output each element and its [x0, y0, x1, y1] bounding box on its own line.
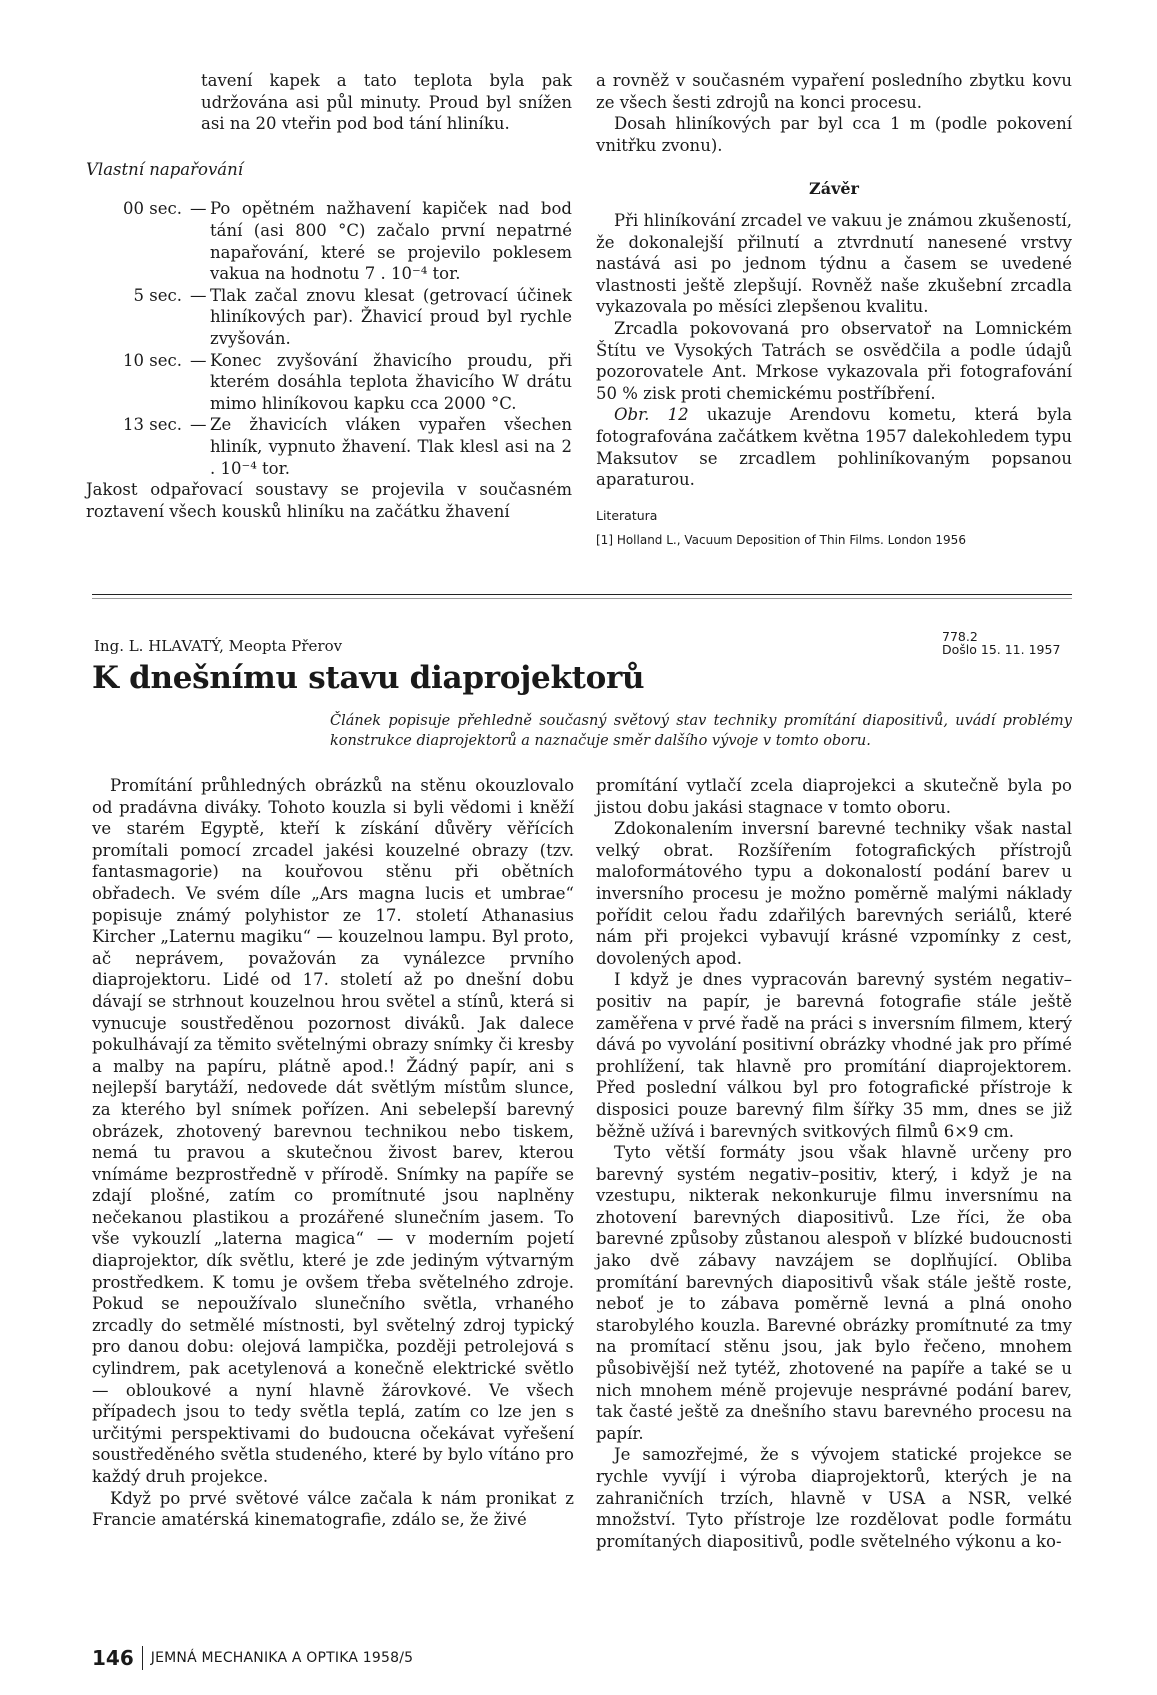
- body-paragraph: Tyto větší formáty jsou však hlavně určeny pro barevný systém negativ–positiv, který, i když je na vzestupu, nikterak nekonkuruje filmu inversnímu na zhotovení barevných diapositivů. Lze říci, že oba barevné způsoby zůstanou alespoň v blízké budoucnosti jako dvě zábavy navzájem se doplňující. Obliba promítání barevných diapositivů však stále ještě roste, neboť je to zábava poměrně levná a plná onoho starobylého kouzla. Barevné obrázky promítnuté za tmy na promítací stěnu jsou, jak bylo řečeno, mnohem působivější než tytéž, zhotovené na papíře a také se u nich mnohem méně projevuje nesprávné podání barev, tak časté ještě za dnešního stavu barevného procesu na papír.: [596, 1143, 1072, 1443]
- continuation-paragraph: tavení kapek a tato teplota byla pak udržována asi půl minuty. Proud byl snížen asi na 20 vteřin pod bod tání hliníku.: [201, 71, 572, 134]
- log-entry: [86, 350, 572, 415]
- log-dash: —: [190, 415, 207, 435]
- conclusion-heading: Závěr: [809, 179, 859, 199]
- body-paragraph: Promítání průhledných obrázků na stěnu okouzlovalo od pradávna diváky. Tohoto kouzla si byli vědomi i kněží ve starém Egyptě, kteří k získání důvěry věřících promítali pomocí zrcadel jakési kouzelné obrazy (tzv. fantasmagorie) na kouřovou stěnu při obětních obřadech. Ve svém díle „Ars magna lucis et umbrae“ popisuje známý polyhistor ze 17. století Athanasius Kircher „Laternu magiku“ — kouzelnou lampu. Byl proto, ač neprávem, považován za vynálezce prvního diaprojektoru. Lidé od 17. století až po dnešní dobu dávají se strhnout kouzelnou hrou světel a stínů, která si vynucuje soustředěnou pozornost diváků. Jak dalece pokulhávají za těmito světelnými obrazy snímky či kresby a malby na papíru, plátně apod.! Žádný papír, ani s nejlepší barytáží, nedovede dát světlým místům slunce, za kterého byl snímek pořízen. Ani sebelepší barevný obrázek, zhotovený barevnou technikou nebo tiskem, nemá tu pravou a skutečnou živost barev, kterou vnímáme bezprostředně v přírodě. Snímky na papíře se zdají plošné, zatím co promítnuté jsou naplněny nečekanou plastikou a prozářené slunečním jasem. To vše vykouzlí „laterna magica“ — v moderním pojetí diaprojektor, dík světlu, které je zde jediným výtvarným prostředkem. K tomu je ovšem třeba světelného zdroje. Pokud se nepoužívalo slunečního světla, vrhaného zrcadly do setmělé místnosti, byl světelný zdroj typický pro danou dobu: olejová lampička, později petrolejová s cylindrem, pak acetylenová a konečně elektrické světlo — obloukové a nyní hlavně žárovkové. Ve všech případech jsou to tedy světla teplá, zatím co lze jen s určitými perspektivami do budoucna očekávat vyřešení soustředěného světla studeného, které by bylo vítáno pro každý druh projekce.: [92, 776, 574, 1486]
- top-right-column: [596, 70, 1072, 548]
- log-text: Ze žhavicích vláken vypařen všechen hliník, vypnuto žhavení. Tlak klesl asi na 2 . 10⁻⁴ tor.: [210, 415, 572, 478]
- paragraph: Při hliníkování zrcadel ve vakuu je známou zkušeností, že dokonalejší přilnutí a ztvrdnutí nanesené vrstvy nastává asi po jednom týdnu a časem se uvedené vlastnosti ještě zlepšují. Rovněž naše zkušební zrcadla vykazovala po měsíci zlepšenou kvalitu.: [596, 210, 1072, 317]
- log-dash: —: [190, 285, 207, 305]
- literature-item: [1] Holland L., Vacuum Deposition of Thin Films. London 1956: [596, 533, 966, 548]
- paragraph: Zrcadla pokovovaná pro observatoř na Lomnickém Štítu ve Vysokých Tatrách se osvědčila a podle údajů pozorovatele Ant. Mrkose vykazovala při fotografování 50 % zisk proti chemickému postříbření.: [596, 318, 1072, 403]
- body-paragraph: Když po prvé světové válce začala k nám pronikat z Francie amatérská kinematografie, zdálo se, že živé: [92, 1488, 574, 1530]
- paragraph-text: ukazuje Arendovu kometu, která byla fotografována začátkem května 1957 dalekohledem typu Maksutov se zrcadlem pohliníkovaným popsanou aparaturou.: [596, 405, 1072, 490]
- log-time: 10 sec.: [123, 350, 182, 370]
- log-text: Tlak začal znovu klesat (getrovací účinek hliníkových par). Žhavicí proud byl rychle zvyšován.: [210, 285, 572, 348]
- log-time: 00 sec.: [123, 199, 182, 219]
- article-author: Ing. L. HLAVATÝ, Meopta Přerov: [94, 637, 343, 655]
- paragraph: a rovněž v současném vypaření posledního zbytku kovu ze všech šesti zdrojů na konci procesu.: [596, 71, 1072, 112]
- body-left-column: [92, 775, 574, 1531]
- page-footer: [92, 1646, 413, 1670]
- article-classification: [942, 630, 1060, 656]
- log-dash: —: [190, 350, 207, 370]
- body-right-column: [596, 775, 1072, 1552]
- log-text: Konec zvyšování žhavicího proudu, při kterém dosáhla teplota žhavicího W drátu mimo hliníkovou kapku cca 2000 °C.: [210, 350, 572, 413]
- body-paragraph: promítání vytlačí zcela diaprojekci a skutečně byla po jistou dobu jakási stagnace v tomto oboru.: [596, 776, 1072, 817]
- literature-heading: Literatura: [596, 507, 658, 523]
- figure-reference: Obr. 12: [614, 405, 689, 425]
- journal-name: JEMNÁ MECHANIKA A OPTIKA 1958/5: [150, 1650, 414, 1666]
- article-title: K dnešnímu stavu diaprojektorů: [92, 660, 645, 696]
- closing-paragraph: Jakost odpařovací soustavy se projevila v současném roztavení všech kousků hliníku na začátku žhavení: [86, 480, 572, 521]
- footer-separator: [142, 1646, 143, 1670]
- body-paragraph: Je samozřejmé, že s vývojem statické projekce se rychle vyvíjí i výroba diaprojektorů, kterých je na zahraničních trzích, hlavně v USA a NSR, velké množství. Tyto přístroje lze rozdělovat podle formátu promítaných diapositivů, podle světelného výkonu a ko-: [596, 1445, 1072, 1551]
- udc-code: 778.2: [942, 629, 978, 644]
- section-divider: [92, 594, 1072, 595]
- log-time: 5 sec.: [133, 285, 182, 305]
- article-abstract: Článek popisuje přehledně současný světový stav techniky promítání diapositivů, uvádí problémy konstrukce diaprojektorů a naznačuje směr dalšího vývoje v tomto oboru.: [330, 713, 1072, 749]
- paragraph: [596, 404, 1072, 490]
- body-paragraph: Zdokonalením inversní barevné techniky však nastal velký obrat. Rozšířením fotografických přístrojů maloformátového typu a dokonalostí podání barev u inversního procesu je možno poměrně malými náklady pořídit celou řadu zdařilých barevných seriálů, které nám při projekci vybavují krásné vzpomínky z cest, dovolených apod.: [596, 819, 1072, 968]
- paragraph: Dosah hliníkových par byl cca 1 m (podle pokovení vnitřku zvonu).: [596, 114, 1072, 155]
- log-text: Po opětném nažhavení kapiček nad bod tání (asi 800 °C) začalo první nepatrné napařování, které se projevilo poklesem vakua na hodnotu 7 . 10⁻⁴ tor.: [210, 199, 572, 284]
- received-date: Došlo 15. 11. 1957: [942, 642, 1061, 657]
- subheading-vapor-deposition: Vlastní napařování: [86, 159, 244, 179]
- section-divider-secondary: [92, 598, 1072, 599]
- page-number: 146: [92, 1646, 134, 1670]
- body-paragraph: I když je dnes vypracován barevný systém negativ–positiv na papír, je barevná fotografie stále ještě zaměřena v prvé řadě na práci s inversním filmem, který dává po vyvolání positivní obrázky vhodné jak pro přímé prohlížení, tak hlavně pro promítání diaprojektorem. Před poslední válkou byl pro fotografické přístroje k disposici pouze barevný film šířky 35 mm, dnes se již běžně užívá i barevných svitkových filmů 6×9 cm.: [596, 970, 1072, 1141]
- log-entry: [86, 285, 572, 350]
- top-left-column: [86, 70, 572, 522]
- log-entry: [86, 414, 572, 479]
- log-entry: [86, 198, 572, 284]
- log-time: 13 sec.: [123, 415, 182, 435]
- log-dash: —: [190, 199, 207, 219]
